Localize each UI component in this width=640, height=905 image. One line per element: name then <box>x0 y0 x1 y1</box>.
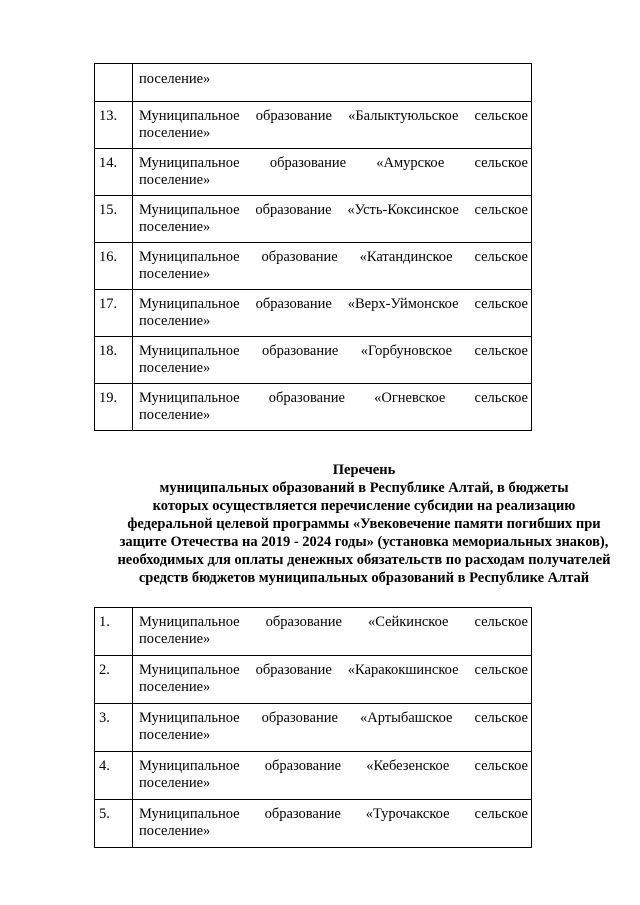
row-number: 18. <box>95 337 133 384</box>
row-number: 14. <box>95 149 133 196</box>
table-row <box>95 800 532 848</box>
settlements-table <box>94 607 532 848</box>
row-number: 16. <box>95 243 133 290</box>
row-number: 5. <box>95 800 133 848</box>
settlement-name-line2: поселение» <box>139 172 211 188</box>
settlement-name-line1: Муниципальное образование «Огневское сельское <box>139 390 528 406</box>
table-row <box>95 752 532 800</box>
heading-line: защите Отечества на 2019 - 2024 годы» (установка мемориальных знаков), <box>119 534 609 550</box>
row-name-cell <box>133 290 532 337</box>
settlement-name-line2: поселение» <box>139 219 211 235</box>
settlement-name-line1: Муниципальное образование «Верх-Уймонское сельское <box>139 296 528 312</box>
row-name-cell <box>133 337 532 384</box>
settlement-name-line2: поселение» <box>139 775 211 791</box>
settlement-name-line1: Муниципальное образование «Балыктуюльское сельское <box>139 108 528 124</box>
row-number: 1. <box>95 608 133 656</box>
table-row <box>95 337 532 384</box>
row-number: 13. <box>95 102 133 149</box>
settlement-name-line2: поселение» <box>139 727 211 743</box>
settlement-name-line1: Муниципальное образование «Кебезенское сельское <box>139 758 528 774</box>
row-number: 3. <box>95 704 133 752</box>
row-name-cell <box>133 149 532 196</box>
settlement-name-line2: поселение» <box>139 679 211 695</box>
settlements-table-continued <box>94 63 532 431</box>
table-row <box>95 243 532 290</box>
settlement-name-line1: Муниципальное образование «Сейкинское сельское <box>139 614 528 630</box>
row-number-cell <box>95 64 133 102</box>
settlement-name-line1: Муниципальное образование «Усть-Коксинское сельское <box>139 202 528 218</box>
table-row <box>95 149 532 196</box>
settlement-name-line2: поселение» <box>139 125 211 141</box>
table-row <box>95 64 532 102</box>
row-name-cell <box>133 196 532 243</box>
settlement-name-line1: Муниципальное образование «Катандинское сельское <box>139 249 528 265</box>
heading-line: муниципальных образований в Республике Алтай, в бюджеты <box>159 480 569 496</box>
row-number: 2. <box>95 656 133 704</box>
row-number: 17. <box>95 290 133 337</box>
heading-line: средств бюджетов муниципальных образований в Республике Алтай <box>138 570 590 586</box>
table-row <box>95 102 532 149</box>
row-name-cell <box>133 800 532 848</box>
settlement-name-line2: поселение» <box>139 631 211 647</box>
table-row <box>95 196 532 243</box>
continuation-text: поселение» <box>139 71 211 87</box>
row-number: 4. <box>95 752 133 800</box>
row-name-cell <box>133 656 532 704</box>
settlement-name-line1: Муниципальное образование «Турочакское сельское <box>139 806 528 822</box>
row-name-cell <box>133 608 532 656</box>
table-row <box>95 384 532 431</box>
row-name-cell <box>133 243 532 290</box>
heading-line: федеральной целевой программы «Увековечение памяти погибших при <box>127 516 601 532</box>
heading-title: Перечень <box>332 462 396 478</box>
settlement-name-line2: поселение» <box>139 823 211 839</box>
settlement-name-line1: Муниципальное образование «Артыбашское сельское <box>139 710 528 726</box>
row-name-cell <box>133 102 532 149</box>
heading-line: необходимых для оплаты денежных обязательств по расходам получателей <box>117 552 611 568</box>
settlement-name-line1: Муниципальное образование «Амурское сельское <box>139 155 528 171</box>
table-row <box>95 656 532 704</box>
settlement-name-line2: поселение» <box>139 313 211 329</box>
list-heading <box>94 461 634 587</box>
row-name-cell <box>133 384 532 431</box>
settlement-name-line2: поселение» <box>139 360 211 376</box>
table-row <box>95 608 532 656</box>
heading-line: которых осуществляется перечисление субсидии на реализацию <box>152 498 576 514</box>
settlement-name-line2: поселение» <box>139 407 211 423</box>
row-name-cell <box>133 64 532 102</box>
table-row <box>95 290 532 337</box>
settlement-name-line2: поселение» <box>139 266 211 282</box>
row-number: 19. <box>95 384 133 431</box>
settlement-name-line1: Муниципальное образование «Каракокшинское сельское <box>139 662 528 678</box>
row-name-cell <box>133 704 532 752</box>
row-number: 15. <box>95 196 133 243</box>
row-name-cell <box>133 752 532 800</box>
table-row <box>95 704 532 752</box>
settlement-name-line1: Муниципальное образование «Горбуновское сельское <box>139 343 528 359</box>
